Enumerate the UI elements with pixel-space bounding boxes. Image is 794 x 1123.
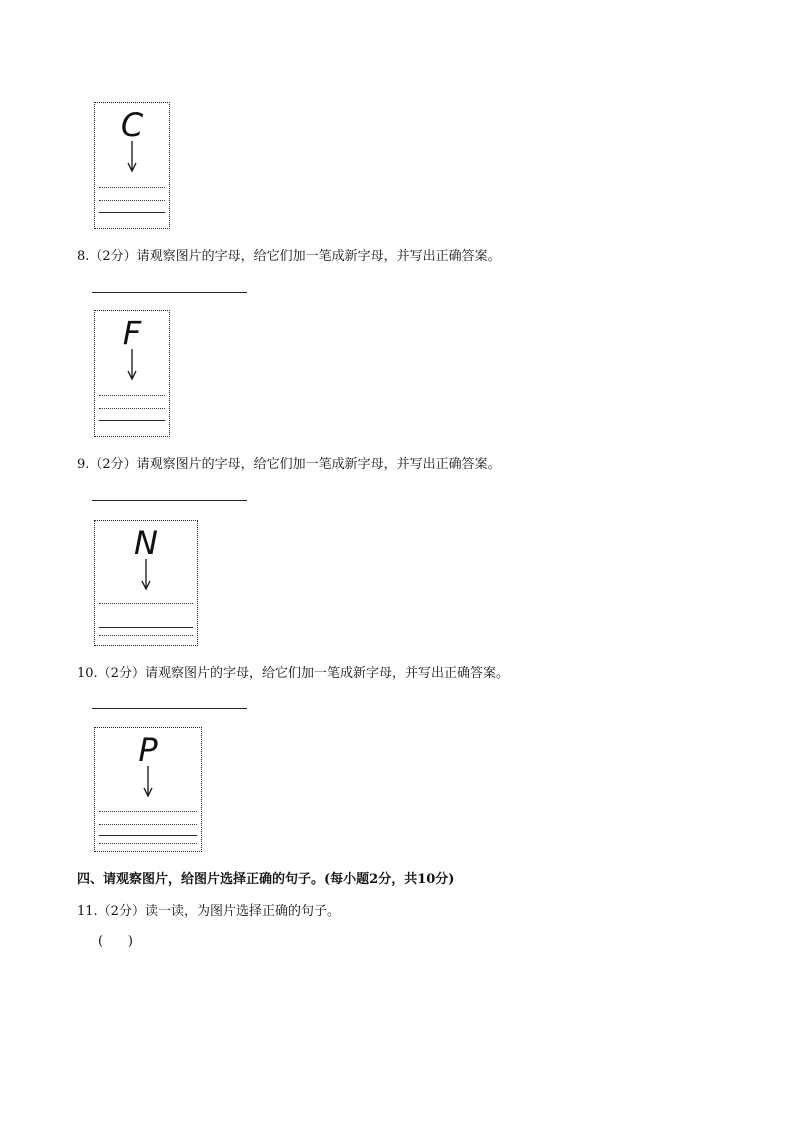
letter-card-c bbox=[94, 102, 170, 229]
writing-line-top bbox=[99, 811, 197, 812]
answer-line-9[interactable] bbox=[92, 500, 247, 501]
question-10: 10.（2分）请观察图片的字母，给它们加一笔成新字母，并写出正确答案。 bbox=[77, 666, 509, 681]
writing-line-base bbox=[99, 212, 165, 213]
writing-line-middle bbox=[99, 824, 197, 825]
question-8: 8.（2分）请观察图片的字母，给它们加一笔成新字母，并写出正确答案。 bbox=[77, 249, 501, 264]
writing-line-top bbox=[99, 395, 165, 396]
writing-line-bottom bbox=[99, 843, 197, 844]
down-arrow-icon bbox=[126, 141, 138, 173]
down-arrow-icon bbox=[126, 349, 138, 381]
down-arrow-icon bbox=[142, 766, 154, 798]
writing-line-middle bbox=[99, 408, 165, 409]
writing-line-base bbox=[99, 420, 165, 421]
down-arrow-icon bbox=[140, 559, 152, 591]
letter-f: F bbox=[122, 314, 142, 352]
question-11: 11.（2分）读一读，为图片选择正确的句子。 bbox=[77, 904, 340, 919]
letter-card-n bbox=[94, 520, 198, 646]
question-9: 9.（2分）请观察图片的字母，给它们加一笔成新字母，并写出正确答案。 bbox=[77, 457, 501, 472]
writing-line-base bbox=[99, 835, 197, 836]
writing-line-bottom bbox=[99, 635, 193, 636]
writing-line-top bbox=[99, 187, 165, 188]
writing-line-base bbox=[99, 627, 193, 628]
section-heading: 四、请观察图片，给图片选择正确的句子。(每小题2分，共10分) bbox=[77, 872, 455, 887]
letter-n: N bbox=[134, 524, 158, 562]
letter-p: P bbox=[138, 731, 158, 769]
writing-line-top bbox=[99, 603, 193, 604]
answer-line-8[interactable] bbox=[92, 292, 247, 293]
answer-line-10[interactable] bbox=[92, 708, 247, 709]
letter-card-p bbox=[94, 727, 202, 852]
letter-card-f bbox=[94, 310, 170, 437]
answer-parentheses[interactable]: ( ) bbox=[98, 934, 133, 949]
writing-line-middle bbox=[99, 200, 165, 201]
letter-c: C bbox=[120, 106, 144, 144]
